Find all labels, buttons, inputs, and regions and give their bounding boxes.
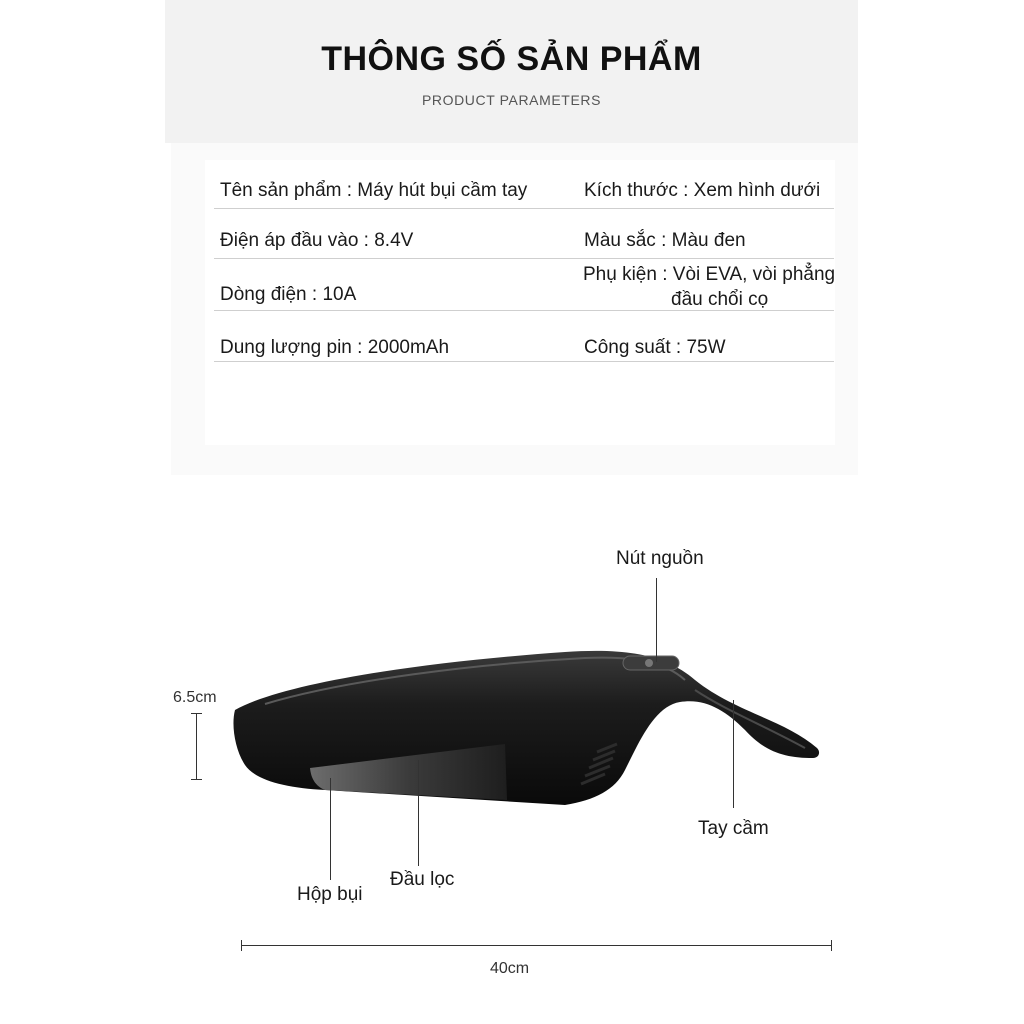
dimension-height-cap-top xyxy=(191,713,202,714)
dimension-length-cap-left xyxy=(241,940,242,951)
page-title: THÔNG SỐ SẢN PHẨM xyxy=(321,40,702,78)
spec-accessories-line1: Phụ kiện : Vòi EVA, vòi phẳng xyxy=(583,264,836,285)
callout-power-button: Nút nguồn xyxy=(616,548,704,569)
row-divider xyxy=(214,258,834,259)
dimension-height-label: 6.5cm xyxy=(173,689,217,706)
row-divider xyxy=(214,361,834,362)
spec-color: Màu sắc : Màu đen xyxy=(584,230,746,251)
spec-accessories-line2: đầu chổi cọ xyxy=(671,289,769,310)
header-band xyxy=(165,0,858,143)
callout-filter: Đầu lọc xyxy=(390,869,455,890)
spec-product-name: Tên sản phẩm : Máy hút bụi cầm tay xyxy=(220,180,528,201)
callout-handle: Tay cầm xyxy=(698,818,769,839)
dimension-height-cap-bottom xyxy=(191,779,202,780)
callout-dust-box: Hộp bụi xyxy=(297,884,363,905)
dimension-length-line xyxy=(241,945,832,946)
spec-voltage: Điện áp đầu vào : 8.4V xyxy=(220,230,414,251)
spec-size: Kích thước : Xem hình dưới xyxy=(584,180,821,201)
spec-current: Dòng điện : 10A xyxy=(220,284,357,305)
leader-dust-box xyxy=(330,778,331,880)
leader-handle xyxy=(733,700,734,808)
dimension-length-cap-right xyxy=(831,940,832,951)
row-divider xyxy=(214,310,834,311)
leader-filter xyxy=(418,760,419,866)
row-divider xyxy=(214,208,834,209)
dimension-height-line xyxy=(196,713,197,779)
leader-power-button xyxy=(656,578,657,662)
dimension-length-label: 40cm xyxy=(490,960,530,977)
spec-power: Công suất : 75W xyxy=(584,337,726,358)
spec-battery: Dung lượng pin : 2000mAh xyxy=(220,337,450,358)
vacuum-illustration xyxy=(225,640,825,820)
page-subtitle: PRODUCT PARAMETERS xyxy=(421,92,602,108)
